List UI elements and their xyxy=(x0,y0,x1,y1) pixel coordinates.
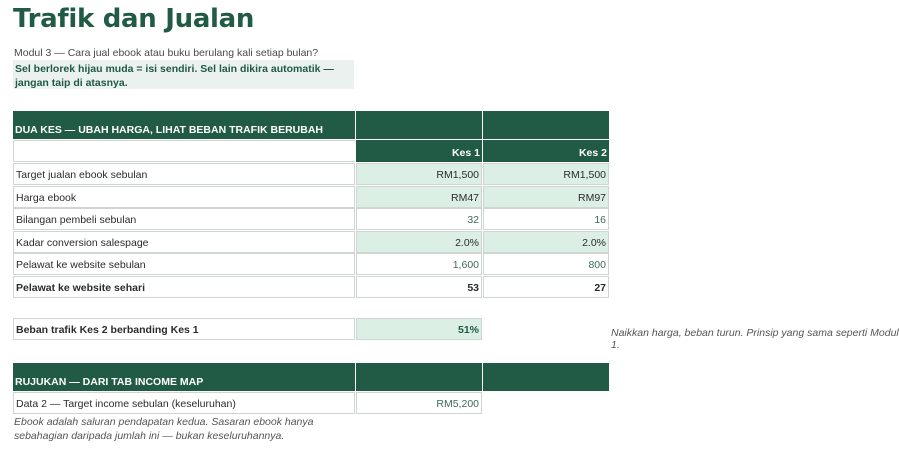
table-row-label-cell xyxy=(13,231,355,253)
column-header-kes2 xyxy=(483,140,609,162)
table-row-label-cell xyxy=(13,186,355,208)
section2-header-cell-a xyxy=(356,363,482,391)
page-title: Trafik dan Jualan xyxy=(13,4,255,34)
table-cell-value: RM47 xyxy=(450,191,479,204)
table-cell-kes2 xyxy=(483,208,609,230)
table-cell-value: 32 xyxy=(467,214,479,226)
table-row-label: Bilangan pembeli sebulan xyxy=(16,214,137,226)
table-row-label: Target jualan ebook sebulan xyxy=(16,169,148,181)
table-cell-kes1[interactable] xyxy=(356,163,482,185)
section2-header-label: RUJUKAN — DARI TAB INCOME MAP xyxy=(15,376,204,388)
table-cell-kes2[interactable] xyxy=(483,163,609,185)
section2-header xyxy=(13,363,355,391)
table-cell-value: RM97 xyxy=(577,191,606,204)
table-cell-value: 16 xyxy=(594,214,606,226)
section1-header-cell-kes2 xyxy=(483,111,609,139)
table-cell-kes1[interactable] xyxy=(356,186,482,208)
table-cell-value: RM1,500 xyxy=(436,169,479,181)
reference-label-cell xyxy=(13,392,355,414)
table-row-label-cell xyxy=(13,276,355,298)
table-cell-value: 27 xyxy=(594,281,606,294)
section2-header-cell-b xyxy=(483,363,609,391)
reference-value: RM5,200 xyxy=(436,398,479,410)
comparison-value: 51% xyxy=(457,324,479,336)
section1-header xyxy=(13,111,355,139)
table-row-label: Pelawat ke website sehari xyxy=(16,281,145,294)
table-cell-value: 1,600 xyxy=(452,259,479,271)
table-cell-kes1[interactable] xyxy=(356,231,482,253)
column-header-kes1 xyxy=(356,140,482,162)
comparison-note: Naikkan harga, beban turun. Prinsip yang sama seperti Modul 1. xyxy=(611,327,899,351)
section1-header-label: DUA KES — UBAH HARGA, LIHAT BEBAN TRAFIK BERUBAH xyxy=(15,124,323,136)
table-cell-kes2 xyxy=(483,253,609,275)
comparison-label-cell xyxy=(13,318,355,340)
table-row-label-cell xyxy=(13,163,355,185)
instruction-note: Sel berlorek hijau muda = isi sendiri. Sel lain dikira automatik — jangan taip di atasnya. xyxy=(15,63,334,89)
table-cell-value: 2.0% xyxy=(455,236,479,249)
table-cell-value: 2.0% xyxy=(582,236,606,249)
reference-value-cell xyxy=(356,392,482,414)
table-cell-kes2[interactable] xyxy=(483,186,609,208)
column-header-blank xyxy=(13,140,355,162)
reference-label: Data 2 — Target income sebulan (keseluruhan) xyxy=(16,398,236,410)
table-cell-kes1 xyxy=(356,208,482,230)
table-cell-kes2 xyxy=(483,276,609,298)
page-subtitle: Modul 3 — Cara jual ebook atau buku berulang kali setiap bulan? xyxy=(14,47,319,59)
table-row-label: Kadar conversion salespage xyxy=(16,236,149,249)
column-header-kes2-label: Kes 2 xyxy=(578,147,607,159)
table-row-label-cell xyxy=(13,253,355,275)
table-cell-kes2[interactable] xyxy=(483,231,609,253)
comparison-label: Beban trafik Kes 2 berbanding Kes 1 xyxy=(16,324,199,336)
column-header-kes1-label: Kes 1 xyxy=(451,147,480,159)
table-row-label: Harga ebook xyxy=(16,191,77,204)
table-cell-kes1 xyxy=(356,253,482,275)
section1-header-cell-kes1 xyxy=(356,111,482,139)
table-row-label-cell xyxy=(13,208,355,230)
table-cell-kes1 xyxy=(356,276,482,298)
table-row-label: Pelawat ke website sebulan xyxy=(16,259,146,271)
table-cell-value: 53 xyxy=(467,281,479,294)
comparison-value-cell xyxy=(356,318,482,340)
table-cell-value: 800 xyxy=(588,259,606,271)
reference-note: Ebook adalah saluran pendapatan kedua. Sasaran ebook hanya sebahagian daripada jumlah ini — bukan keseluruhannya. xyxy=(14,416,314,442)
table-cell-value: RM1,500 xyxy=(563,169,606,181)
